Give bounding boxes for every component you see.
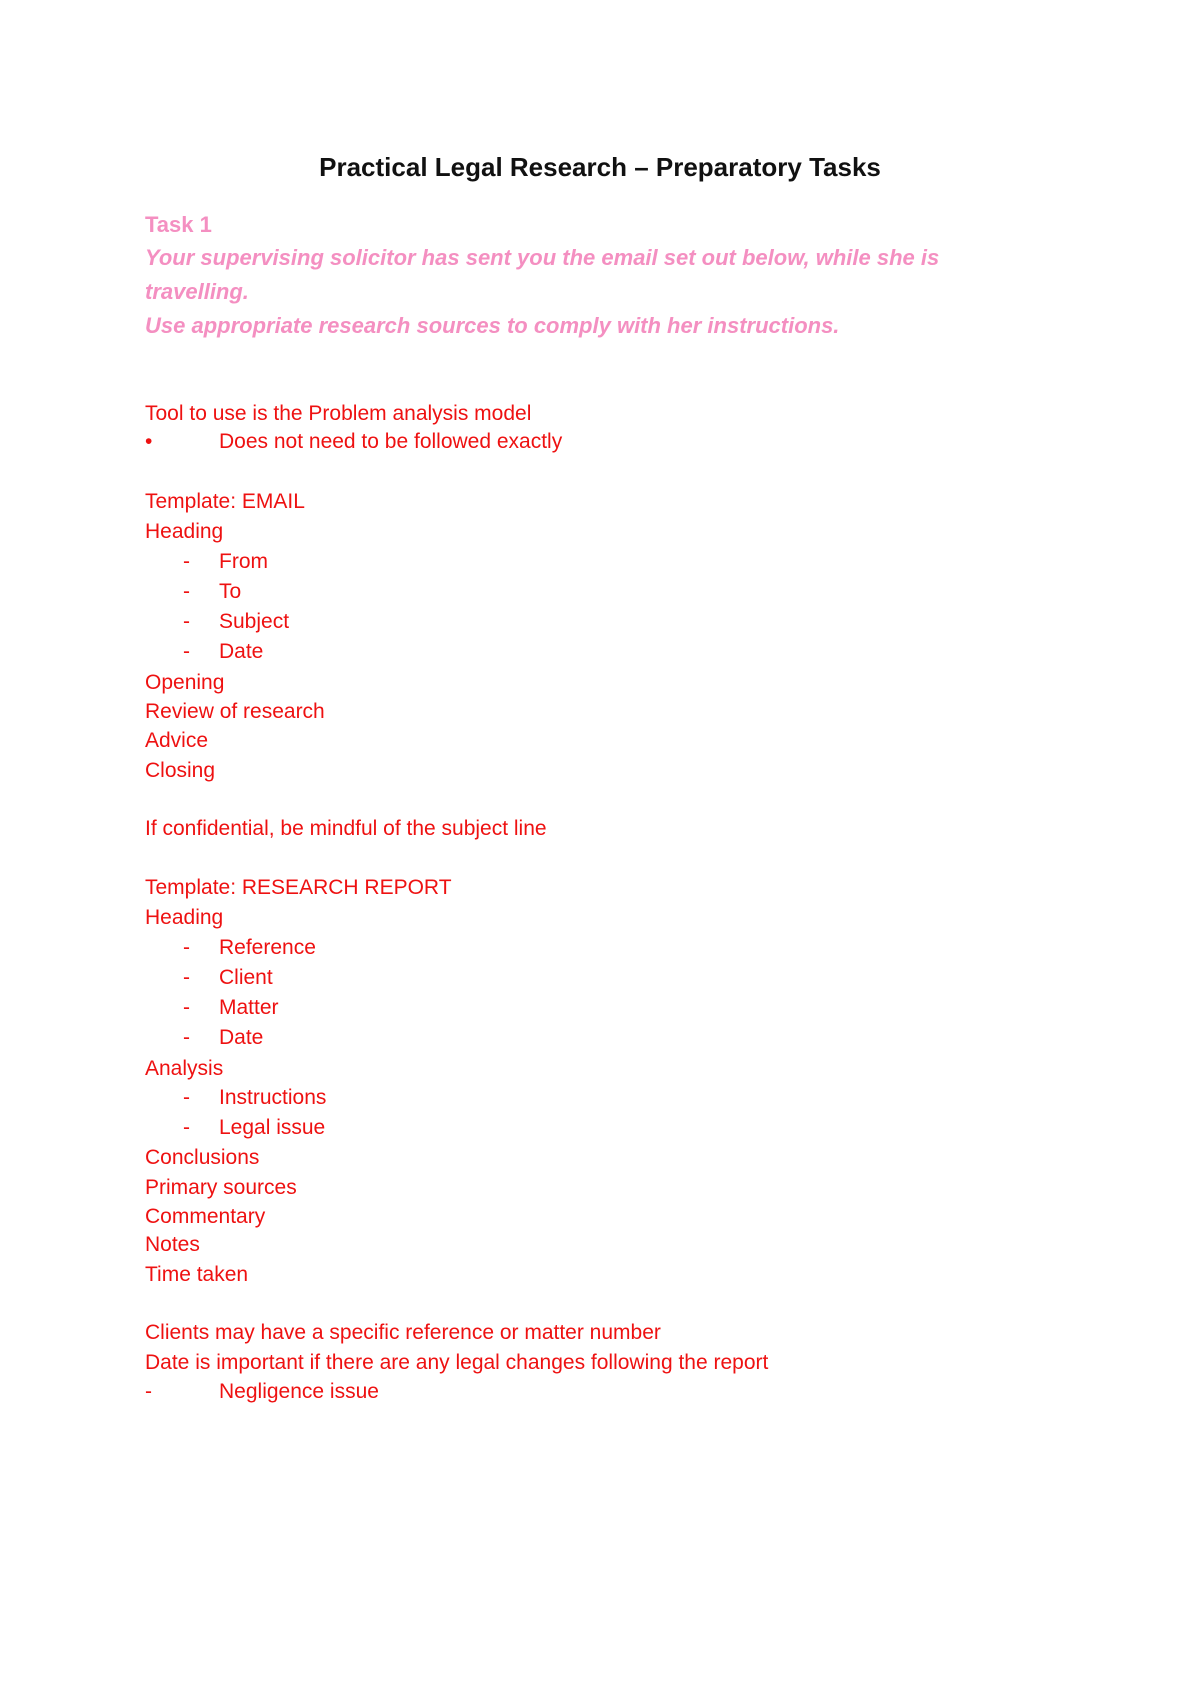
report-section: Notes (145, 1233, 200, 1256)
dash-marker: - (183, 996, 190, 1019)
dash-marker: - (183, 1116, 190, 1139)
email-heading-item: Date (219, 640, 264, 663)
report-heading-item: Client (219, 966, 273, 989)
date-note: Date is important if there are any legal changes following the report (145, 1351, 769, 1374)
dash-marker: - (183, 640, 190, 663)
client-note: Clients may have a specific reference or matter number (145, 1321, 661, 1344)
task-instruction-line-2: travelling. (145, 279, 249, 304)
email-heading-item: Subject (219, 610, 290, 633)
report-analysis-item: Legal issue (219, 1116, 326, 1139)
confidential-note: If confidential, be mindful of the subject line (145, 817, 547, 840)
task-heading: Task 1 (145, 212, 212, 237)
report-analysis-item: Instructions (219, 1086, 327, 1109)
email-section: Advice (145, 729, 209, 752)
report-heading-item: Date (219, 1026, 264, 1049)
dash-marker: - (183, 1026, 190, 1049)
email-heading-label: Heading (145, 520, 224, 543)
dash-marker: - (145, 1380, 152, 1403)
task-instruction-line-3: Use appropriate research sources to comply with her instructions. (145, 313, 840, 338)
dash-marker: - (183, 936, 190, 959)
report-heading-label: Heading (145, 906, 224, 929)
negligence-item-text: Negligence issue (219, 1380, 379, 1403)
email-heading-item: To (219, 580, 242, 603)
report-section: Conclusions (145, 1146, 260, 1169)
email-section: Review of research (145, 700, 325, 723)
report-section: Commentary (145, 1205, 266, 1228)
dash-marker: - (183, 610, 190, 633)
tool-line: Tool to use is the Problem analysis model (145, 402, 532, 425)
email-section: Opening (145, 671, 225, 694)
dash-marker: - (183, 580, 190, 603)
dash-marker: - (183, 550, 190, 573)
report-section: Time taken (145, 1263, 249, 1286)
email-section: Closing (145, 759, 216, 782)
task-instruction-line-1: Your supervising solicitor has sent you the email set out below, while she is (145, 245, 940, 270)
report-section: Primary sources (145, 1176, 297, 1199)
dash-marker: - (183, 966, 190, 989)
report-heading-item: Reference (219, 936, 316, 959)
dash-marker: - (183, 1086, 190, 1109)
email-template-label: Template: EMAIL (145, 490, 305, 513)
tool-bullet-text: Does not need to be followed exactly (219, 430, 563, 453)
document-title: Practical Legal Research – Preparatory Tasks (319, 152, 881, 182)
email-heading-item: From (219, 550, 268, 573)
report-analysis-label: Analysis (145, 1057, 224, 1080)
bullet-icon: • (145, 430, 153, 453)
report-template-label: Template: RESEARCH REPORT (145, 876, 452, 899)
report-heading-item: Matter (219, 996, 279, 1019)
